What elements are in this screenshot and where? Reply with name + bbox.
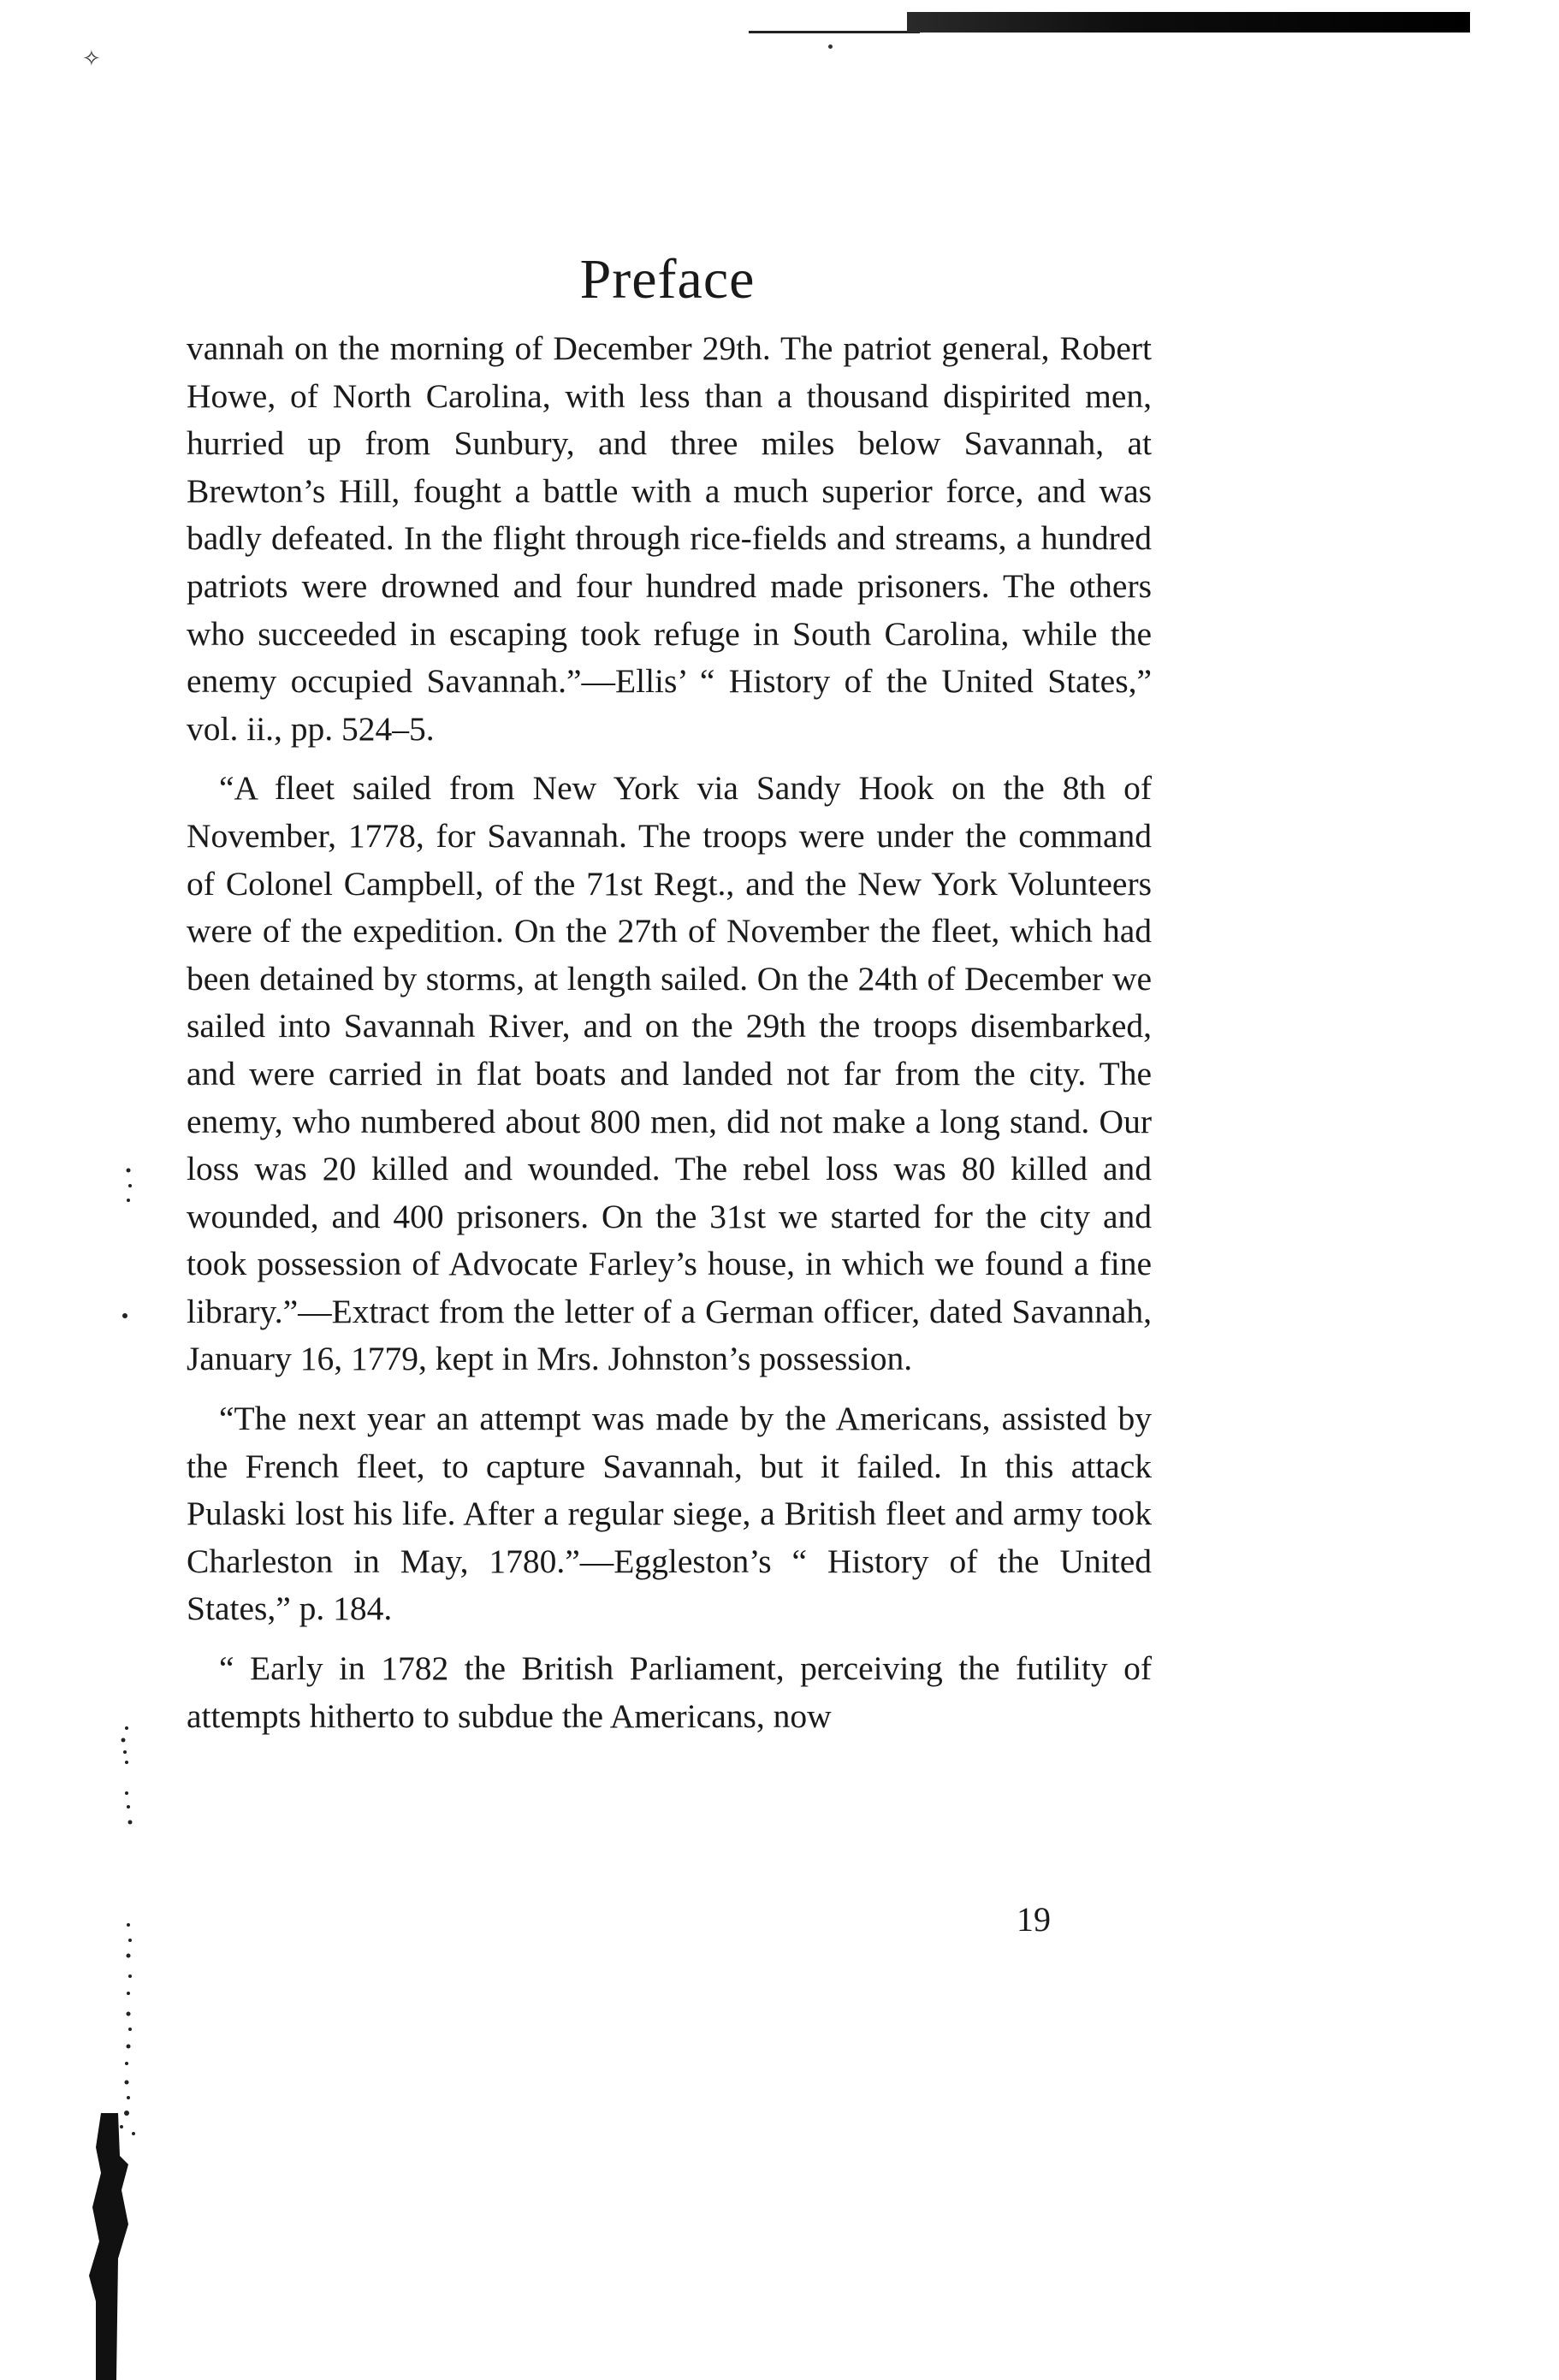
paragraph-continued-from-previous-page: vannah on the morning of December 29th. The patriot general, Robert Howe, of North Carolina, with less than a thousand dispirited men, hurried up from Sunbury, and three miles below Savannah, at Brewton’s Hill, fought a battle with a much superior force, and was badly defeated. In the flight through rice-fields and streams, a hundred patriots were drowned and four hundred made prisoners. The others who succeeded in escaping took refuge in South Carolina, while the enemy occupied Savannah.”—Ellis’ “ History of the United States,” vol. ii., pp. 524–5. — [187, 329, 1152, 748]
corner-scan-mark: ✧ — [82, 46, 101, 71]
paragraph-german-officer-letter: “A fleet sailed from New York via Sandy Hook on the 8th of November, 1778, for Savannah. The troops were under the command of Colonel Campbell, of the 71st Regt., and the New York Volunteers were of the expedition. On the 27th of November the fleet, which had been detained by storms, at length sailed. On the 24th of December we sailed into Savannah River, and on the 29th the troops disembarked, and were carried in flat boats and landed not far from the city. The enemy, who numbered about 800 men, did not make a long stand. Our loss was 20 killed and wounded. The rebel loss was 80 killed and wounded, and 400 prisoners. On the 31st we started for the city and took possession of Advocate Farley’s house, in which we found a fine library.”—Extract from the letter of a German officer, dated Savannah, January 16, 1779, kept in Mrs. Johnston’s possession. — [187, 769, 1152, 1378]
scan-speck — [828, 44, 833, 49]
top-edge-scan-bar — [907, 12, 1470, 33]
page-number: 19 — [1017, 1900, 1051, 1939]
paragraph-parliament-quote: “ Early in 1782 the British Parliament, perceiving the futility of attempts hitherto to subdue the Americans, now — [187, 1649, 1152, 1735]
paragraph-eggleston-quote: “The next year an attempt was made by the Americans, assisted by the French fleet, to capture Savannah, but it failed. In this attack Pulaski lost his life. After a regular siege, a British fleet and army took Charleston in May, 1780.”—Eggleston’s “ History of the United States,” p. 184. — [187, 1400, 1152, 1628]
preface-body — [187, 325, 1152, 1740]
top-edge-rule-thin — [749, 31, 920, 33]
running-head-title: Preface — [579, 248, 756, 311]
left-margin-scan-artifacts — [0, 0, 188, 2380]
